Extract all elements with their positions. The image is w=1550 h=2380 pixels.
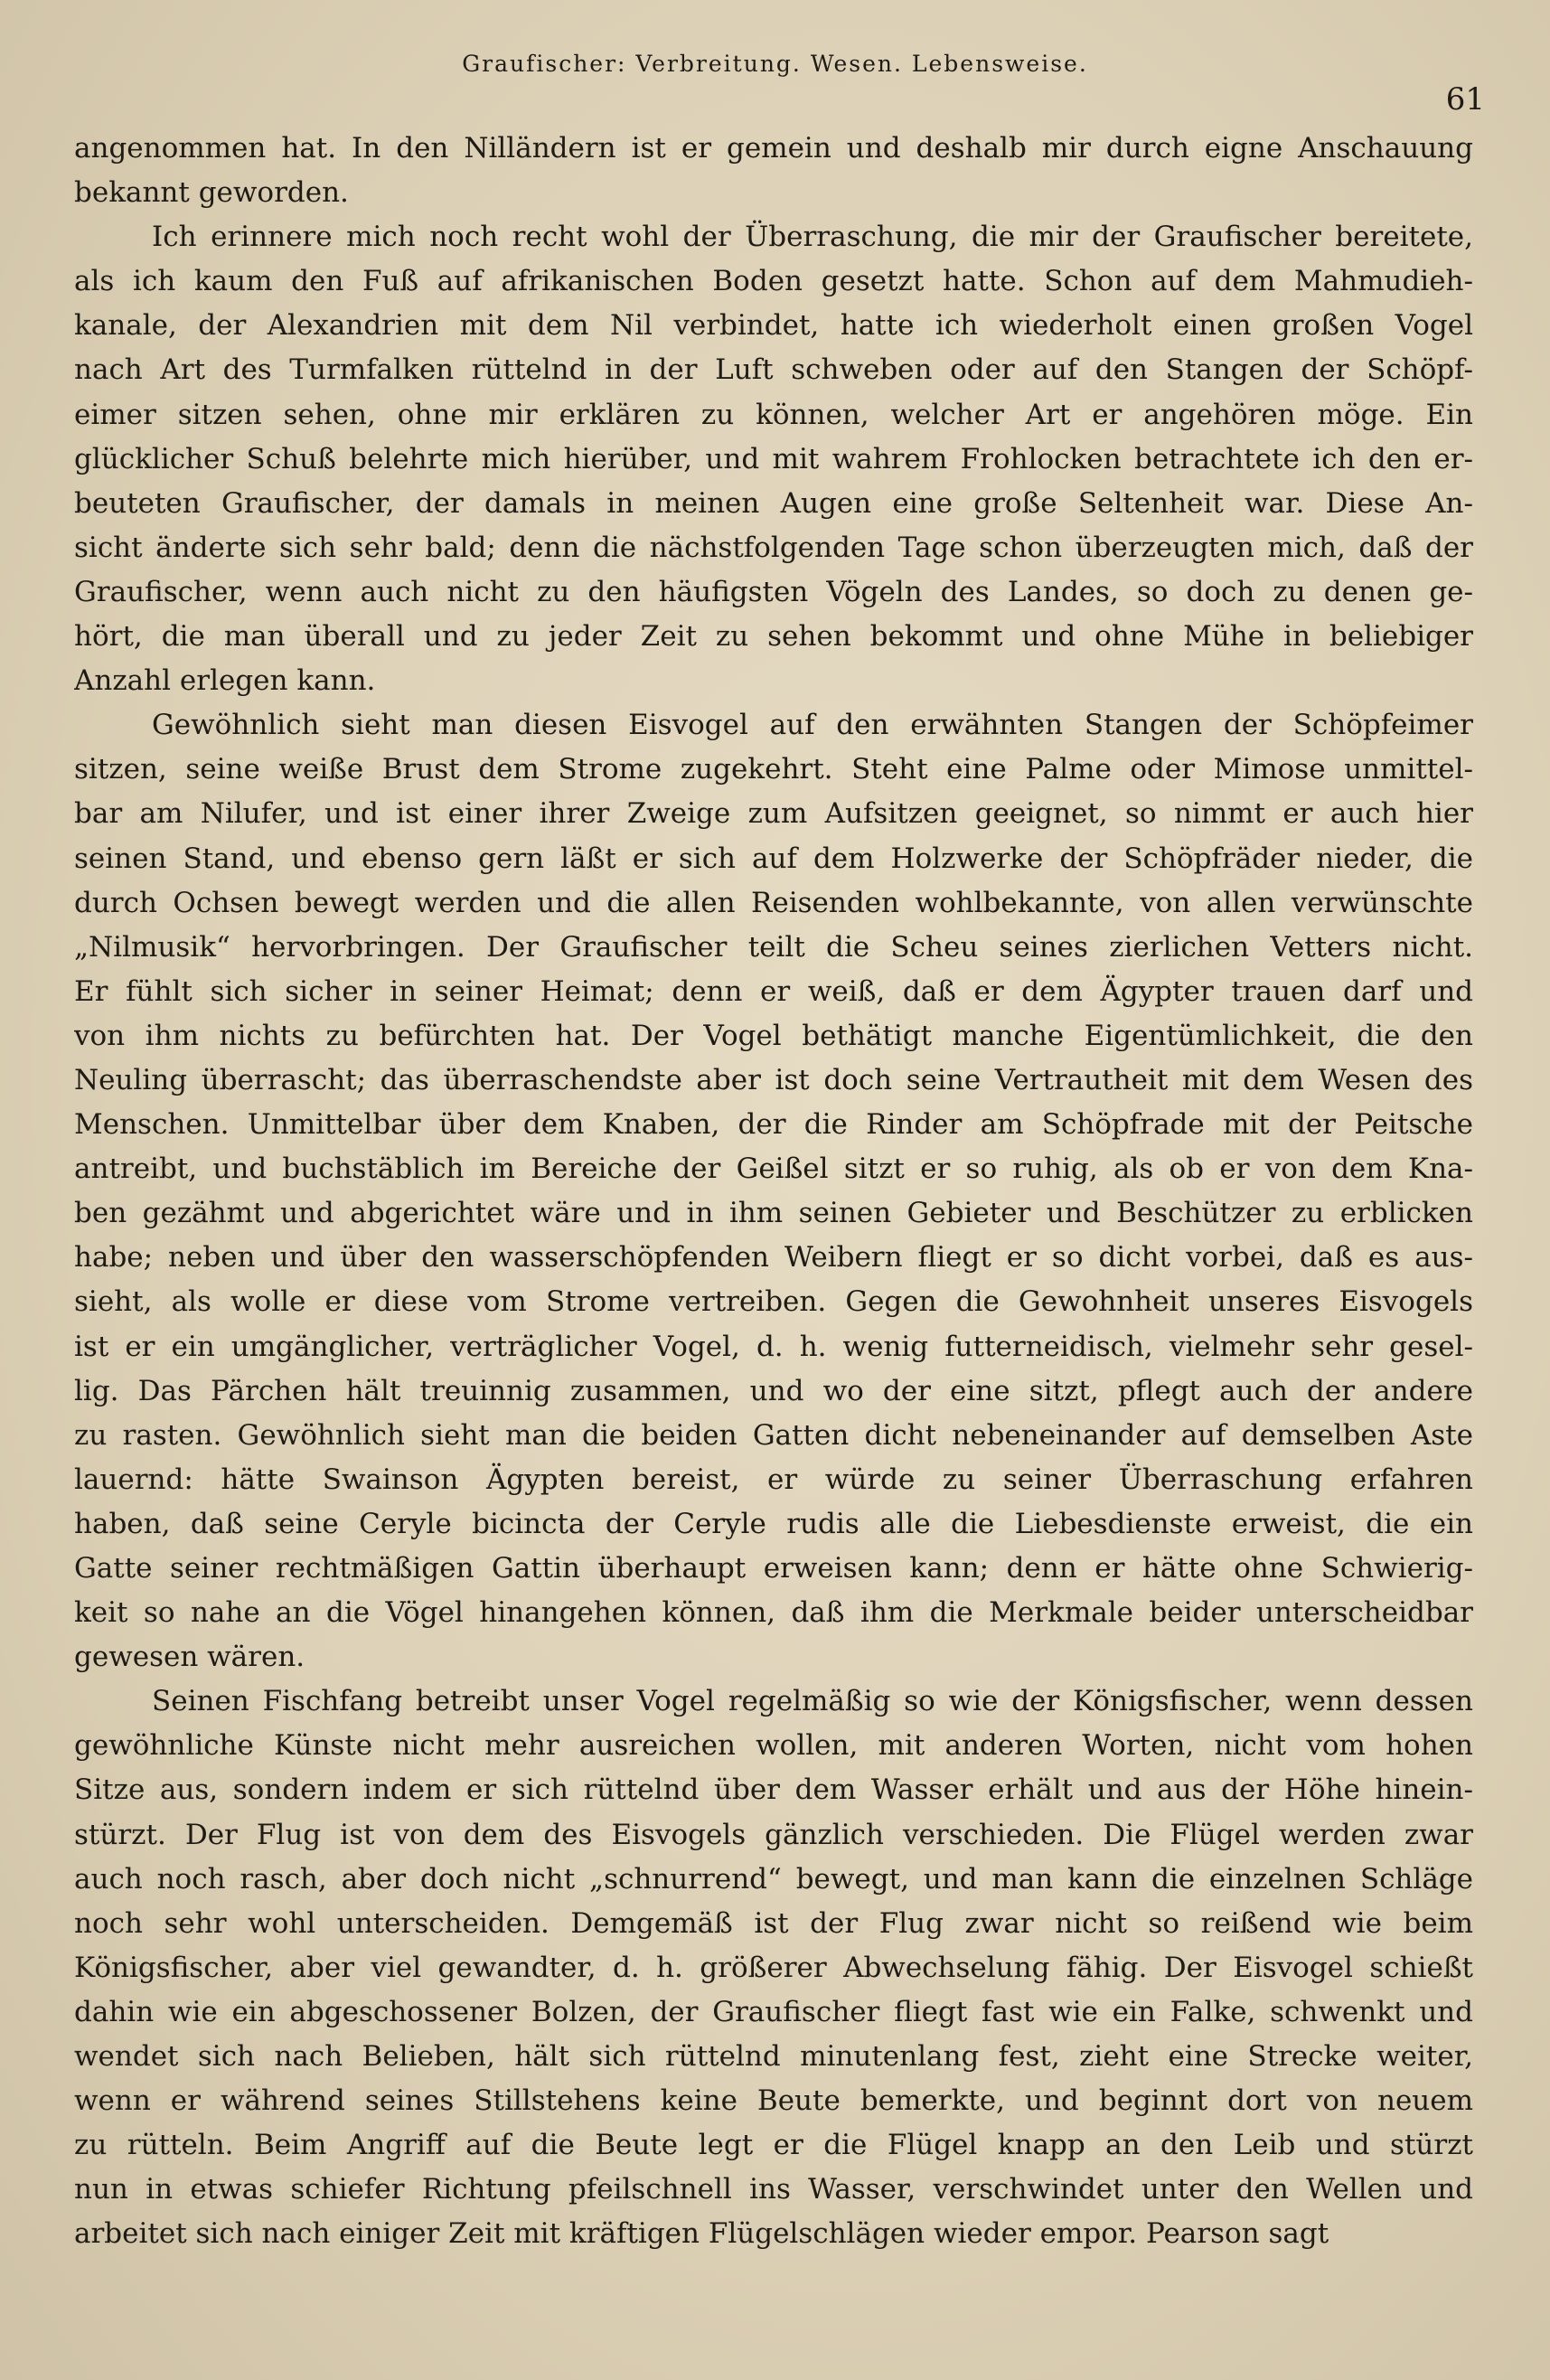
text-line: beuteten Graufischer, der damals in meinen Augen eine große Seltenheit war. Diese An- — [74, 486, 1473, 520]
paragraph — [74, 215, 1473, 703]
running-head-title: Graufischer: Verbreitung. Wesen. Lebensweise. — [462, 51, 1088, 77]
text-line: auch noch rasch, aber doch nicht „schnurrend“ bewegt, und man kann die einzelnen Schläge — [74, 1862, 1473, 1896]
text-line: wendet sich nach Belieben, hält sich rüttelnd minutenlang fest, zieht eine Strecke weiter, — [74, 2040, 1473, 2074]
text-line: keit so nahe an die Vögel hinangehen können, daß ihm die Merkmale beider unterscheidbar — [74, 1596, 1473, 1630]
text-line: Gewöhnlich sieht man diesen Eisvogel auf den erwähnten Stangen der Schöpfeimer — [152, 709, 1473, 742]
text-line: bekannt geworden. — [74, 176, 349, 210]
text-line: ben gezähmt und abgerichtet wäre und in ihm seinen Gebieter und Beschützer zu erblicken — [74, 1197, 1473, 1230]
text-line: seinen Stand, und ebenso gern läßt er sich auf dem Holzwerke der Schöpfräder nieder, die — [74, 842, 1473, 875]
text-line: hört, die man überall und zu jeder Zeit zu sehen bekommt und ohne Mühe in beliebiger — [74, 620, 1473, 654]
text-line: lig. Das Pärchen hält treuinnig zusammen, und wo der eine sitzt, pflegt auch der andere — [74, 1374, 1473, 1407]
text-line: wenn er während seines Stillstehens keine Beute bemerkte, und beginnt dort von neuem — [74, 2084, 1473, 2118]
text-line: ist er ein umgänglicher, verträglicher Vogel, d. h. wenig futterneidisch, vielmehr sehr gesel- — [74, 1330, 1473, 1363]
text-line: Anzahl erlegen kann. — [74, 664, 376, 698]
text-line: dahin wie ein abgeschossener Bolzen, der Graufischer fliegt fast wie ein Falke, schwenkt und — [74, 1995, 1473, 2028]
running-head — [0, 43, 1550, 118]
text-line: arbeitet sich nach einiger Zeit mit kräftigen Flügelschlägen wieder empor. Pearson sagt — [74, 2217, 1329, 2251]
text-line: sieht, als wolle er diese vom Strome vertreiben. Gegen die Gewohnheit unseres Eisvogels — [74, 1285, 1473, 1319]
page-number: 61 — [1445, 81, 1485, 118]
text-line: nach Art des Turmfalken rüttelnd in der Luft schweben oder auf den Stangen der Schöpf- — [74, 353, 1473, 387]
paragraph — [74, 127, 1473, 215]
text-line: kanale, der Alexandrien mit dem Nil verbindet, hatte ich wiederholt einen großen Vogel — [74, 309, 1473, 343]
text-line: sitzen, seine weiße Brust dem Strome zugekehrt. Steht eine Palme oder Mimose unmittel- — [74, 753, 1473, 786]
text-line: „Nilmusik“ hervorbringen. Der Graufischer teilt die Scheu seines zierlichen Vetters nicht. — [74, 930, 1473, 964]
text-line: gewesen wären. — [74, 1641, 305, 1674]
paragraph — [74, 703, 1473, 1679]
text-line: haben, daß seine Ceryle bicincta der Ceryle rudis alle die Liebesdienste erweist, die ein — [74, 1507, 1473, 1540]
text-line: sicht änderte sich sehr bald; denn die nächstfolgenden Tage schon überzeugten mich, daß der — [74, 531, 1473, 564]
text-line: durch Ochsen bewegt werden und die allen Reisenden wohlbekannte, von allen verwünschte — [74, 886, 1473, 919]
text-line: Neuling überrascht; das überraschendste aber ist doch seine Vertrautheit mit dem Wesen des — [74, 1063, 1473, 1096]
text-line: angenommen hat. In den Nilländern ist er gemein und deshalb mir durch eigne Anschauung — [74, 132, 1473, 165]
text-line: Graufischer, wenn auch nicht zu den häufigsten Vögeln des Landes, so doch zu denen ge- — [74, 575, 1473, 608]
text-line: als ich kaum den Fuß auf afrikanischen Boden gesetzt hatte. Schon auf dem Mahmudieh- — [74, 265, 1473, 298]
text-line: noch sehr wohl unterscheiden. Demgemäß ist der Flug zwar nicht so reißend wie beim — [74, 1906, 1473, 1940]
text-line: gewöhnliche Künste nicht mehr ausreichen wollen, mit anderen Worten, nicht vom hohen — [74, 1729, 1473, 1763]
body-text — [74, 127, 1473, 2257]
text-line: eimer sitzen sehen, ohne mir erklären zu können, welcher Art er angehören möge. Ein — [74, 398, 1473, 431]
text-line: Er fühlt sich sicher in seiner Heimat; denn er weiß, daß er dem Ägypter trauen darf und — [74, 974, 1473, 1008]
text-line: zu rasten. Gewöhnlich sieht man die beiden Gatten dicht nebeneinander auf demselben Aste — [74, 1418, 1473, 1452]
text-line: antreibt, und buchstäblich im Bereiche der Geißel sitzt er so ruhig, als ob er von dem Kna- — [74, 1152, 1473, 1186]
text-line: stürzt. Der Flug ist von dem des Eisvogels gänzlich verschieden. Die Flügel werden zwar — [74, 1818, 1473, 1851]
text-line: von ihm nichts zu befürchten hat. Der Vogel bethätigt manche Eigentümlichkeit, die den — [74, 1019, 1473, 1052]
text-line: zu rütteln. Beim Angriff auf die Beute legt er die Flügel knapp an den Leib und stürzt — [74, 2129, 1473, 2162]
text-line: Königsfischer, aber viel gewandter, d. h. größerer Abwechselung fähig. Der Eisvogel schießt — [74, 1951, 1473, 1984]
text-line: glücklicher Schuß belehrte mich hierüber, und mit wahrem Frohlocken betrachtete ich den er- — [74, 442, 1473, 475]
paragraph — [74, 1679, 1473, 2256]
text-line: Seinen Fischfang betreibt unser Vogel regelmäßig so wie der Königsfischer, wenn dessen — [152, 1685, 1473, 1718]
text-line: Menschen. Unmittelbar über dem Knaben, der die Rinder am Schöpfrade mit der Peitsche — [74, 1108, 1473, 1142]
text-line: bar am Nilufer, und ist einer ihrer Zweige zum Aufsitzen geeignet, so nimmt er auch hier — [74, 797, 1473, 831]
text-line: Gatte seiner rechtmäßigen Gattin überhaupt erweisen kann; denn er hätte ohne Schwierig- — [74, 1552, 1473, 1585]
text-line: habe; neben und über den wasserschöpfenden Weibern fliegt er so dicht vorbei, daß es aus- — [74, 1241, 1473, 1275]
text-line: Sitze aus, sondern indem er sich rüttelnd über dem Wasser erhält und aus der Höhe hinein- — [74, 1773, 1473, 1807]
text-line: Ich erinnere mich noch recht wohl der Überraschung, die mir der Graufischer bereitete, — [152, 221, 1473, 254]
text-line: nun in etwas schiefer Richtung pfeilschnell ins Wasser, verschwindet unter den Wellen und — [74, 2173, 1473, 2206]
text-line: lauernd: hätte Swainson Ägypten bereist, er würde zu seiner Überraschung erfahren — [74, 1463, 1473, 1496]
